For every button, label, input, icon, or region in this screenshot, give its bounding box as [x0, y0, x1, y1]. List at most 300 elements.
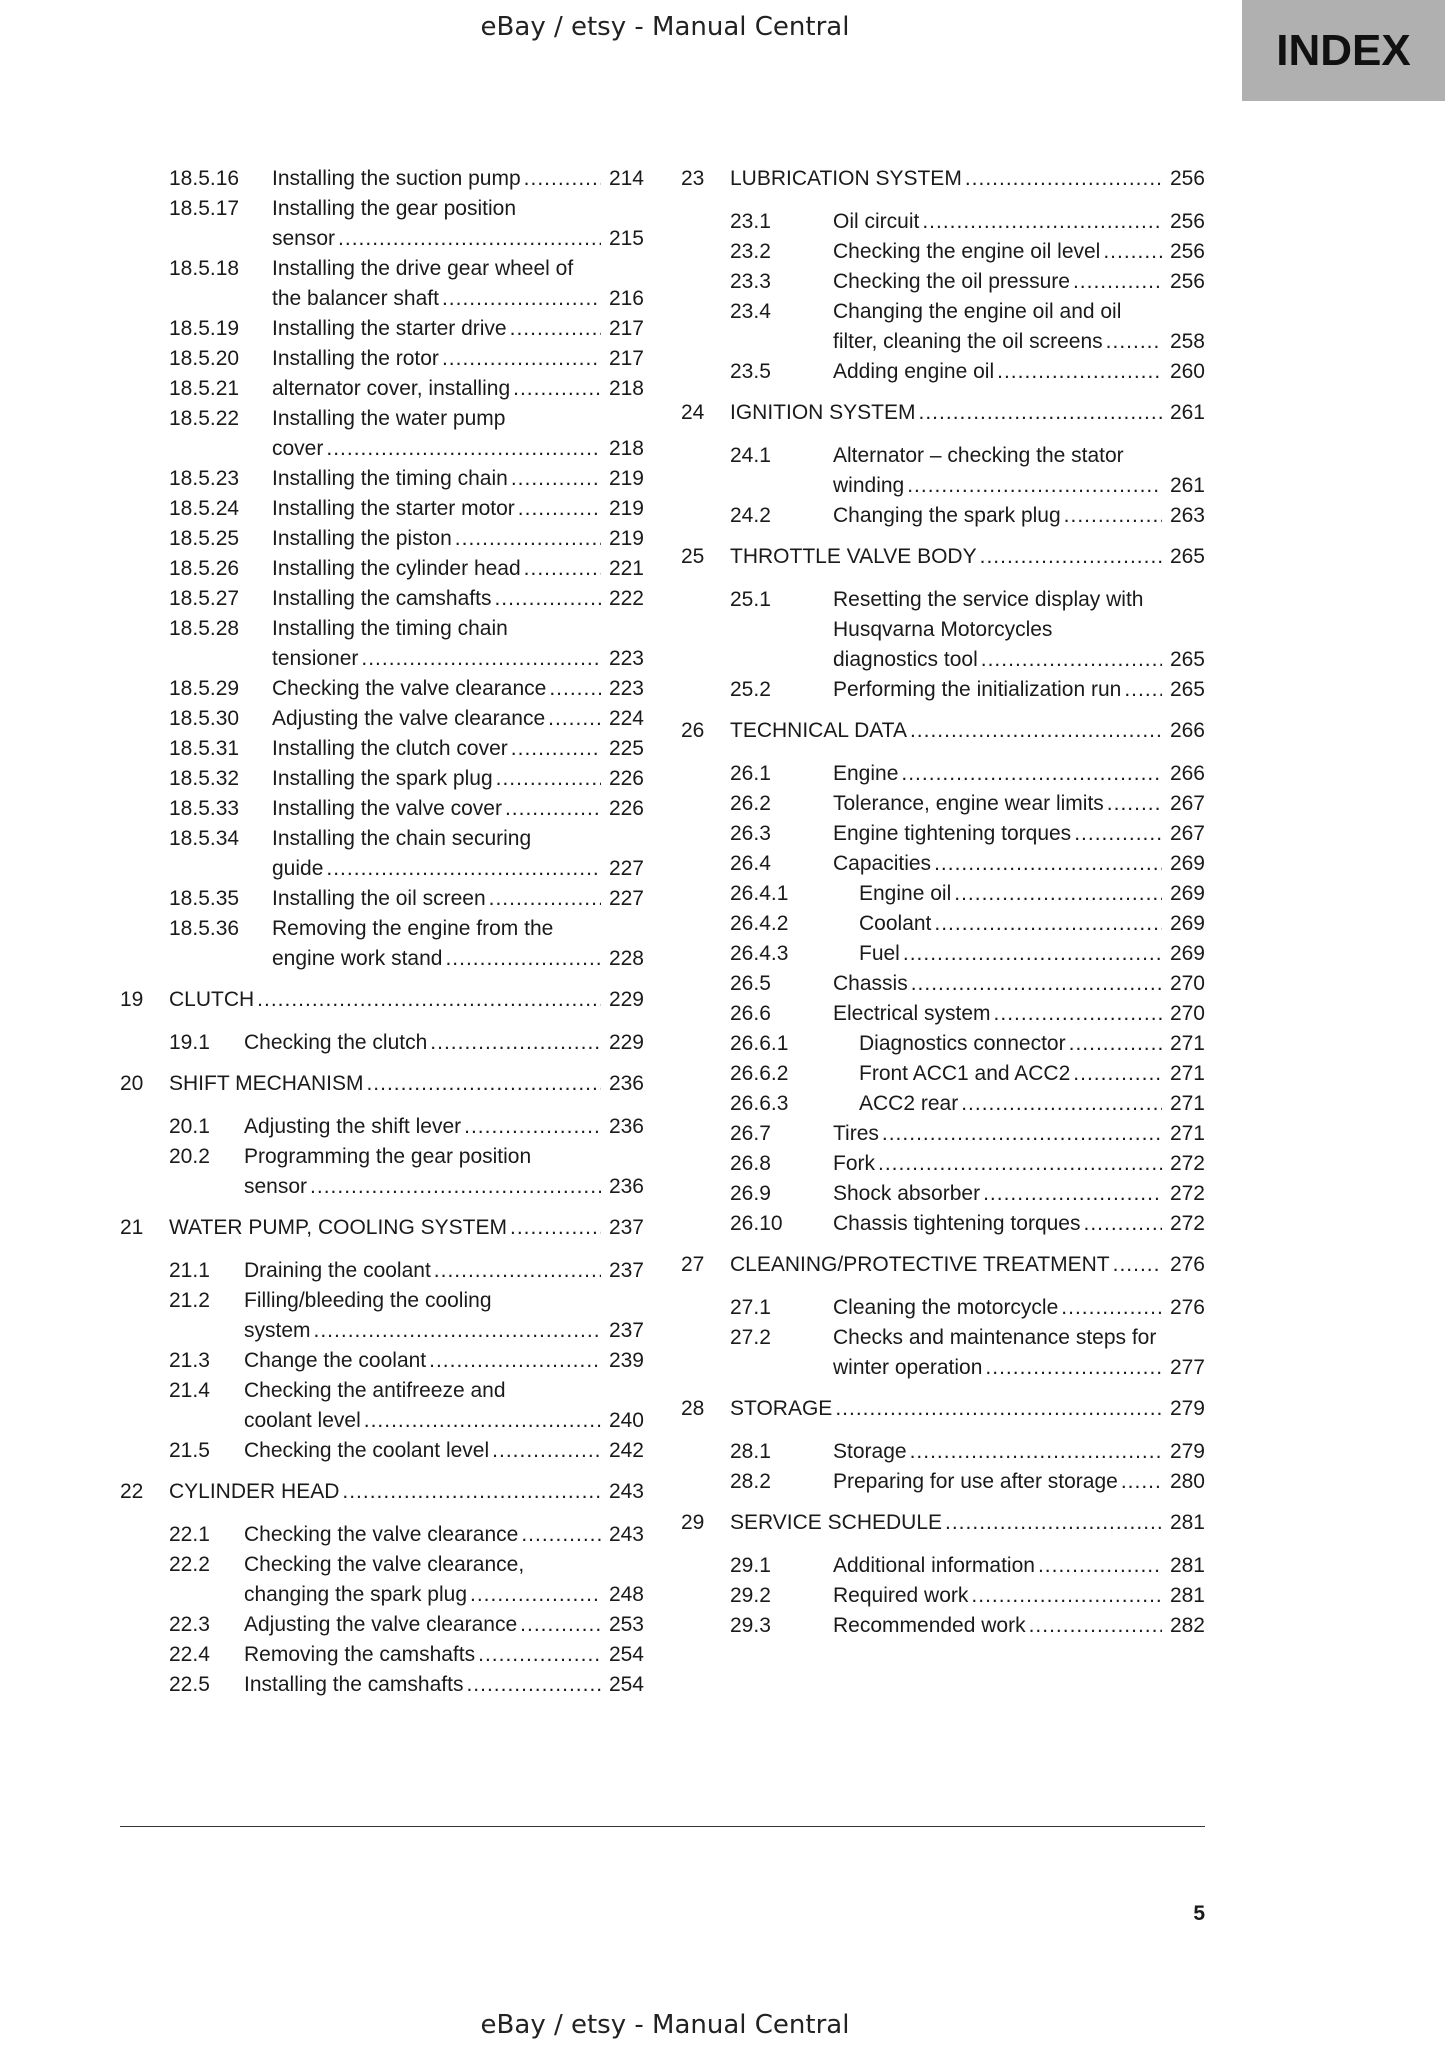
- toc-number: 25: [681, 545, 705, 568]
- toc-page-number: 227: [608, 887, 644, 910]
- toc-page-number: 225: [608, 737, 644, 760]
- toc-number: 18.5.24: [169, 497, 240, 520]
- toc-entry[interactable]: [120, 734, 644, 764]
- toc-entry[interactable]: [120, 1112, 644, 1142]
- dot-leader: [314, 1316, 601, 1346]
- toc-title-line: Checking the antifreeze and: [244, 1379, 506, 1402]
- toc-page-number: 282: [1169, 1614, 1205, 1637]
- toc-entry[interactable]: [681, 357, 1205, 387]
- toc-number: 22.5: [169, 1673, 210, 1696]
- dot-leader: [910, 1437, 1162, 1467]
- toc-page-number: 237: [608, 1319, 644, 1342]
- toc-number: 26.9: [730, 1182, 771, 1205]
- toc-title-line: [833, 1119, 1205, 1149]
- toc-title-text: Tolerance, engine wear limits: [833, 792, 1104, 815]
- dot-leader: [338, 224, 601, 254]
- toc-title: [833, 1293, 1205, 1323]
- toc-title-line: [833, 267, 1205, 297]
- toc-title-line: [730, 1394, 1205, 1424]
- toc-title: [833, 1437, 1205, 1467]
- dot-leader: [971, 1581, 1162, 1611]
- toc-title-text: Checking the clutch: [244, 1031, 428, 1054]
- toc-entry[interactable]: [120, 704, 644, 734]
- toc-page-number: 236: [608, 1072, 644, 1095]
- toc-number: 21: [120, 1216, 144, 1239]
- toc-number: 18.5.31: [169, 737, 240, 760]
- toc-page-number: 256: [1169, 270, 1205, 293]
- toc-entry[interactable]: [120, 1286, 644, 1346]
- toc-number: 23.1: [730, 210, 771, 233]
- toc-title-line: [833, 237, 1205, 267]
- toc-title-text: Chassis tightening torques: [833, 1212, 1081, 1235]
- toc-title-text: sensor: [244, 1175, 308, 1198]
- toc-title-text: Recommended work: [833, 1614, 1026, 1637]
- toc-title-text: SERVICE SCHEDULE: [730, 1511, 943, 1534]
- toc-entry[interactable]: [681, 909, 1205, 939]
- toc-title-line: [833, 501, 1205, 531]
- toc-entry[interactable]: [120, 494, 644, 524]
- toc-entry[interactable]: [120, 1376, 644, 1436]
- toc-entry[interactable]: [120, 1520, 644, 1550]
- toc-entry[interactable]: [681, 849, 1205, 879]
- toc-title: [244, 1640, 644, 1670]
- toc-number: 26.7: [730, 1122, 771, 1145]
- toc-title-text: Adjusting the valve clearance: [244, 1613, 518, 1636]
- dot-leader: [342, 1477, 601, 1507]
- toc-number: 26.5: [730, 972, 771, 995]
- toc-title-line: [730, 542, 1205, 572]
- toc-entry[interactable]: [681, 207, 1205, 237]
- toc-entry[interactable]: [681, 585, 1205, 675]
- toc-page-number: 237: [608, 1259, 644, 1282]
- toc-title-line: [272, 434, 644, 464]
- toc-title-text: tensioner: [272, 647, 359, 670]
- toc-entry[interactable]: [120, 404, 644, 464]
- toc-entry[interactable]: [681, 879, 1205, 909]
- toc-page-number: 223: [608, 677, 644, 700]
- toc-page-number: 236: [608, 1115, 644, 1138]
- toc-entry[interactable]: [681, 237, 1205, 267]
- toc-title-text: Installing the cylinder head: [272, 557, 521, 580]
- toc-title-line: [833, 969, 1205, 999]
- dot-leader: [429, 1346, 601, 1376]
- toc-title: [833, 819, 1205, 849]
- toc-entry[interactable]: [120, 584, 644, 614]
- toc-entry[interactable]: [120, 794, 644, 824]
- toc-title-text: Checking the oil pressure: [833, 270, 1070, 293]
- toc-entry[interactable]: [120, 1550, 644, 1610]
- toc-title-text: Coolant: [859, 912, 932, 935]
- index-tab: INDEX: [1242, 0, 1445, 101]
- toc-title-line: [833, 1293, 1205, 1323]
- toc-number: 22.1: [169, 1523, 210, 1546]
- toc-entry[interactable]: [120, 464, 644, 494]
- toc-title-text: the balancer shaft: [272, 287, 439, 310]
- toc-title-line: [730, 1250, 1205, 1280]
- toc-entry[interactable]: [681, 819, 1205, 849]
- toc-title: [730, 1394, 1205, 1424]
- toc-entry[interactable]: [681, 1293, 1205, 1323]
- toc-title-text: Additional information: [833, 1554, 1035, 1577]
- toc-entry[interactable]: [681, 675, 1205, 705]
- toc-title: [272, 314, 644, 344]
- dot-leader: [470, 1580, 601, 1610]
- toc-entry[interactable]: [120, 764, 644, 794]
- toc-title-line: [272, 884, 644, 914]
- toc-page-number: 279: [1169, 1397, 1205, 1420]
- toc-number: 18.5.19: [169, 317, 240, 340]
- dot-leader: [965, 164, 1162, 194]
- toc-title-line: [272, 524, 644, 554]
- toc-entry[interactable]: [120, 554, 644, 584]
- toc-entry[interactable]: [120, 254, 644, 314]
- toc-number: 18.5.28: [169, 617, 240, 640]
- toc-title: [244, 1376, 644, 1436]
- toc-title: [169, 1477, 644, 1507]
- toc-page-number: 281: [1169, 1584, 1205, 1607]
- toc-title: [833, 207, 1205, 237]
- toc-title-line: [833, 327, 1205, 357]
- toc-entry[interactable]: [681, 297, 1205, 357]
- toc-number: 26: [681, 719, 705, 742]
- toc-title: [833, 1467, 1205, 1497]
- toc-number: 26.1: [730, 762, 771, 785]
- toc-title-line: Checks and maintenance steps for: [833, 1326, 1157, 1349]
- toc-entry[interactable]: [120, 1142, 644, 1202]
- toc-number: 29.2: [730, 1584, 771, 1607]
- toc-title: [272, 164, 644, 194]
- toc-entry[interactable]: [120, 884, 644, 914]
- toc-title-text: Installing the clutch cover: [272, 737, 508, 760]
- toc-number: 20.1: [169, 1115, 210, 1138]
- toc-title-line: [272, 944, 644, 974]
- toc-entry[interactable]: [681, 969, 1205, 999]
- toc-page-number: 256: [1169, 240, 1205, 263]
- toc-column-left: [120, 164, 644, 1700]
- toc-number: 18.5.35: [169, 887, 240, 910]
- toc-entry[interactable]: [681, 1179, 1205, 1209]
- toc-entry[interactable]: [681, 1059, 1205, 1089]
- toc-title-text: Installing the rotor: [272, 347, 439, 370]
- toc-title-line: [244, 1580, 644, 1610]
- dot-leader: [954, 879, 1162, 909]
- toc-title-line: [833, 675, 1205, 705]
- toc-title-line: [833, 1581, 1205, 1611]
- toc-title-text: ACC2 rear: [859, 1092, 959, 1115]
- toc-title: [272, 584, 644, 614]
- toc-title: [833, 1611, 1205, 1641]
- dot-leader: [524, 554, 601, 584]
- toc-entry[interactable]: [681, 1437, 1205, 1467]
- dot-leader: [1113, 1250, 1162, 1280]
- toc-title-text: Installing the camshafts: [272, 587, 492, 610]
- toc-chapter[interactable]: [681, 1508, 1205, 1538]
- toc-chapter[interactable]: [120, 1213, 644, 1243]
- toc-page-number: 269: [1169, 882, 1205, 905]
- toc-title-text: Storage: [833, 1440, 907, 1463]
- toc-title-text: LUBRICATION SYSTEM: [730, 167, 962, 190]
- dot-leader: [1069, 1029, 1162, 1059]
- toc-number: 28.2: [730, 1470, 771, 1493]
- toc-title: [730, 716, 1205, 746]
- toc-title: [730, 542, 1205, 572]
- toc-page-number: 281: [1169, 1511, 1205, 1534]
- toc-page-number: 219: [608, 497, 644, 520]
- toc-title: [833, 501, 1205, 531]
- dot-leader: [549, 674, 601, 704]
- toc-title: [272, 194, 644, 254]
- toc-page-number: 276: [1169, 1296, 1205, 1319]
- toc-page-number: 265: [1169, 545, 1205, 568]
- toc-entry[interactable]: [681, 1323, 1205, 1383]
- toc-entry[interactable]: [120, 344, 644, 374]
- toc-chapter[interactable]: [681, 716, 1205, 746]
- toc-entry[interactable]: [120, 824, 644, 884]
- dot-leader: [505, 794, 601, 824]
- toc-title-text: Diagnostics connector: [859, 1032, 1066, 1055]
- toc-title: [833, 789, 1205, 819]
- toc-number: 21.1: [169, 1259, 210, 1282]
- toc-page-number: 256: [1169, 167, 1205, 190]
- toc-title: [833, 969, 1205, 999]
- toc-entry[interactable]: [120, 674, 644, 704]
- toc-entry[interactable]: [681, 501, 1205, 531]
- toc-title-line: [833, 1149, 1205, 1179]
- toc-title-text: winter operation: [833, 1356, 983, 1379]
- toc-entry[interactable]: [681, 789, 1205, 819]
- toc-title-text: sensor: [272, 227, 336, 250]
- toc-title: [833, 1551, 1205, 1581]
- dot-leader: [521, 1520, 601, 1550]
- toc-page-number: 243: [608, 1523, 644, 1546]
- toc-title-line: [244, 1346, 644, 1376]
- toc-title-line: Changing the engine oil and oil: [833, 300, 1122, 323]
- toc-page-number: 223: [608, 647, 644, 670]
- toc-page-number: 271: [1169, 1092, 1205, 1115]
- toc-entry[interactable]: [681, 1611, 1205, 1641]
- toc-title-text: Change the coolant: [244, 1349, 427, 1372]
- dot-leader: [520, 1610, 601, 1640]
- toc-title-text: WATER PUMP, COOLING SYSTEM: [169, 1216, 507, 1239]
- toc-chapter[interactable]: [681, 542, 1205, 572]
- toc-title: [833, 849, 1205, 879]
- toc-number: 18.5.17: [169, 197, 240, 220]
- toc-entry[interactable]: [120, 524, 644, 554]
- toc-title-line: Husqvarna Motorcycles: [833, 618, 1053, 641]
- toc-entry[interactable]: [120, 374, 644, 404]
- toc-entry[interactable]: [681, 1119, 1205, 1149]
- toc-title: [272, 614, 644, 674]
- toc-entry[interactable]: [681, 1089, 1205, 1119]
- toc-page-number: 265: [1169, 678, 1205, 701]
- dot-leader: [361, 644, 601, 674]
- toc-title: [833, 441, 1205, 501]
- toc-title: [272, 524, 644, 554]
- toc-title-line: [169, 985, 644, 1015]
- toc-title-text: guide: [272, 857, 324, 880]
- toc-number: 26.2: [730, 792, 771, 815]
- watermark-bottom: eBay / etsy - Manual Central: [480, 2010, 850, 2040]
- toc-title-line: [272, 164, 644, 194]
- toc-title: [833, 1059, 1205, 1089]
- toc-title: [244, 1142, 644, 1202]
- toc-number: 26.10: [730, 1212, 783, 1235]
- toc-page-number: 228: [608, 947, 644, 970]
- toc-title-line: Programming the gear position: [244, 1145, 532, 1168]
- toc-title-line: [244, 1610, 644, 1640]
- toc-title-text: Engine: [833, 762, 899, 785]
- toc-title: [272, 794, 644, 824]
- toc-entry[interactable]: [681, 999, 1205, 1029]
- toc-entry[interactable]: [681, 1149, 1205, 1179]
- toc-entry[interactable]: [120, 194, 644, 254]
- toc-title: [272, 344, 644, 374]
- toc-entry[interactable]: [681, 441, 1205, 501]
- toc-title-text: STORAGE: [730, 1397, 833, 1420]
- toc-title-text: Checking the valve clearance: [244, 1523, 519, 1546]
- toc-title-line: [833, 1467, 1205, 1497]
- toc-title: [833, 1029, 1205, 1059]
- dot-leader: [1074, 819, 1162, 849]
- toc-title: [272, 914, 644, 974]
- dot-leader: [903, 939, 1162, 969]
- toc-entry[interactable]: [120, 1028, 644, 1058]
- dot-leader: [511, 464, 601, 494]
- toc-number: 23.5: [730, 360, 771, 383]
- toc-page-number: 226: [608, 797, 644, 820]
- toc-entry[interactable]: [120, 1640, 644, 1670]
- toc-entry[interactable]: [120, 164, 644, 194]
- toc-title: [730, 1250, 1205, 1280]
- toc-entry[interactable]: [681, 1467, 1205, 1497]
- dot-leader: [911, 969, 1162, 999]
- toc-number: 27.1: [730, 1296, 771, 1319]
- toc-title: [244, 1028, 644, 1058]
- toc-title: [833, 1179, 1205, 1209]
- toc-entry[interactable]: [681, 1581, 1205, 1611]
- toc-entry[interactable]: [681, 267, 1205, 297]
- toc-chapter[interactable]: [681, 1250, 1205, 1280]
- toc-title-line: [272, 794, 644, 824]
- toc-number: 23.2: [730, 240, 771, 263]
- toc-title-text: Oil circuit: [833, 210, 920, 233]
- toc-number: 21.5: [169, 1439, 210, 1462]
- toc-entry[interactable]: [681, 1029, 1205, 1059]
- toc-title-text: Electrical system: [833, 1002, 991, 1025]
- toc-number: 20: [120, 1072, 144, 1095]
- toc-entry[interactable]: [120, 1436, 644, 1466]
- dot-leader: [445, 944, 601, 974]
- toc-entry[interactable]: [120, 1670, 644, 1700]
- toc-entry[interactable]: [681, 1551, 1205, 1581]
- toc-title-line: Checking the valve clearance,: [244, 1553, 525, 1576]
- dot-leader: [934, 849, 1162, 879]
- dot-leader: [835, 1394, 1162, 1424]
- toc-page-number: 239: [608, 1349, 644, 1372]
- toc-title-text: winding: [833, 474, 905, 497]
- toc-title: [272, 554, 644, 584]
- toc-title: [272, 884, 644, 914]
- toc-chapter[interactable]: [681, 1394, 1205, 1424]
- toc-chapter[interactable]: [681, 398, 1205, 428]
- toc-number: 28: [681, 1397, 705, 1420]
- toc-title: [833, 675, 1205, 705]
- dot-leader: [430, 1028, 601, 1058]
- toc-title-line: Alternator – checking the stator: [833, 444, 1124, 467]
- toc-entry[interactable]: [120, 1256, 644, 1286]
- toc-title-line: [833, 819, 1205, 849]
- toc-page-number: 272: [1169, 1152, 1205, 1175]
- toc-chapter[interactable]: [120, 1069, 644, 1099]
- toc-page-number: 270: [1169, 1002, 1205, 1025]
- toc-entry[interactable]: [681, 939, 1205, 969]
- toc-number: 24.2: [730, 504, 771, 527]
- toc-entry[interactable]: [120, 614, 644, 674]
- toc-number: 18.5.34: [169, 827, 240, 850]
- toc-page-number: 242: [608, 1439, 644, 1462]
- toc-page-number: 269: [1169, 942, 1205, 965]
- toc-number: 26.6.1: [730, 1032, 789, 1055]
- toc-title: [833, 1323, 1205, 1383]
- toc-chapter[interactable]: [681, 164, 1205, 194]
- toc-title-text: engine work stand: [272, 947, 443, 970]
- toc-number: 26.4.1: [730, 882, 789, 905]
- toc-number: 29.1: [730, 1554, 771, 1577]
- toc-number: 24: [681, 401, 705, 424]
- toc-entry[interactable]: [120, 314, 644, 344]
- dot-leader: [494, 584, 601, 614]
- toc-title-line: [859, 1059, 1205, 1089]
- toc-page-number: 280: [1169, 1470, 1205, 1493]
- toc-title: [272, 824, 644, 884]
- dot-leader: [442, 284, 601, 314]
- toc-title-text: Adjusting the valve clearance: [272, 707, 546, 730]
- toc-chapter[interactable]: [120, 1477, 644, 1507]
- toc-title-line: Installing the water pump: [272, 407, 506, 430]
- toc-title-line: [833, 999, 1205, 1029]
- toc-title-line: [244, 1436, 644, 1466]
- toc-title-text: Engine oil: [859, 882, 952, 905]
- toc-entry[interactable]: [120, 1610, 644, 1640]
- toc-entry[interactable]: [681, 759, 1205, 789]
- toc-title: [244, 1286, 644, 1346]
- toc-page-number: 215: [608, 227, 644, 250]
- toc-page-number: 254: [608, 1643, 644, 1666]
- toc-page-number: 254: [608, 1673, 644, 1696]
- toc-title: [244, 1256, 644, 1286]
- dot-leader: [510, 1213, 601, 1243]
- toc-title-line: [833, 1209, 1205, 1239]
- toc-title-line: [833, 1611, 1205, 1641]
- toc-title-text: CYLINDER HEAD: [169, 1480, 340, 1503]
- toc-chapter[interactable]: [120, 985, 644, 1015]
- toc-title-line: [859, 879, 1205, 909]
- toc-entry[interactable]: [681, 1209, 1205, 1239]
- toc-title-line: [272, 704, 644, 734]
- toc-page-number: 269: [1169, 912, 1205, 935]
- dot-leader: [511, 734, 601, 764]
- dot-leader: [882, 1119, 1162, 1149]
- toc-page-number: 216: [608, 287, 644, 310]
- footer-divider: [120, 1826, 1205, 1827]
- toc-entry[interactable]: [120, 1346, 644, 1376]
- toc-page-number: 243: [608, 1480, 644, 1503]
- toc-number: 27: [681, 1253, 705, 1276]
- page-number: 5: [1193, 1902, 1205, 1925]
- toc-number: 22: [120, 1480, 144, 1503]
- toc-entry[interactable]: [120, 914, 644, 974]
- toc-title: [833, 999, 1205, 1029]
